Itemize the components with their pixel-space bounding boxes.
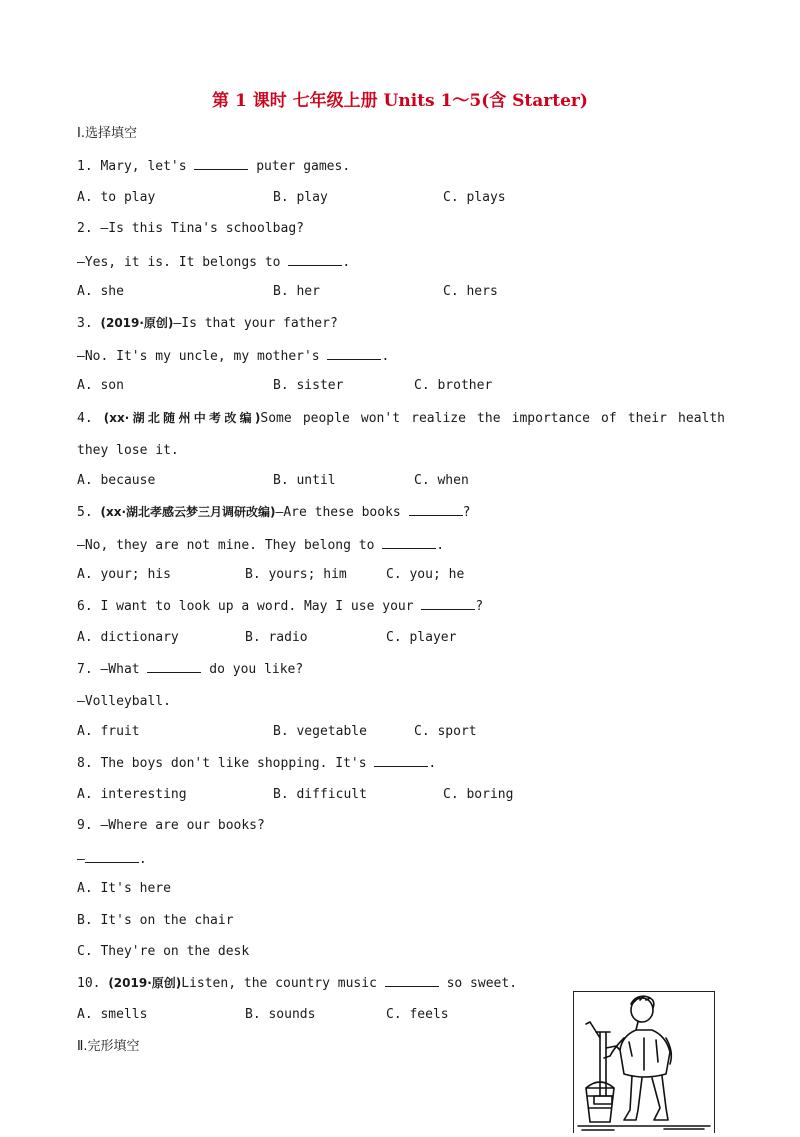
option-a[interactable]: A. your; his [77, 567, 171, 582]
option-c[interactable]: C. you; he [386, 567, 465, 582]
question-7-reply: —Volleyball. [77, 694, 171, 709]
question-6: 6. I want to look up a word. May I use your ? [77, 599, 484, 614]
boy-pump-drawing [574, 992, 714, 1133]
answer-blank[interactable] [382, 536, 436, 549]
boy-at-pump-illustration [573, 991, 715, 1133]
option-a[interactable]: A. interesting [77, 787, 187, 802]
source-tag: (xx·湖北孝感云梦三月调研改编) [100, 505, 276, 519]
answer-blank[interactable] [421, 597, 475, 610]
question-3: 3. (2019·原创)—Is that your father? [77, 316, 338, 331]
answer-blank[interactable] [409, 503, 463, 516]
option-c[interactable]: C. sport [414, 724, 477, 739]
section-heading-choice: Ⅰ.选择填空 [77, 126, 137, 141]
option-b[interactable]: B. her [273, 284, 320, 299]
source-tag: (2019·原创) [108, 976, 182, 990]
option-b[interactable]: B. play [273, 190, 328, 205]
question-4-cont: they lose it. [77, 443, 179, 458]
question-2: 2. —Is this Tina's schoolbag? [77, 221, 304, 236]
option-b[interactable]: B. vegetable [273, 724, 367, 739]
answer-blank[interactable] [374, 754, 428, 767]
question-9-reply: — . [77, 852, 147, 867]
question-2-reply: —Yes, it is. It belongs to . [77, 255, 351, 270]
question-10: 10. (2019·原创)Listen, the country music so sweet. [77, 976, 518, 991]
page-title: 第 1 课时 七年级上册 Units 1～5(含 Starter) [212, 91, 588, 111]
question-5-reply: —No, they are not mine. They belong to . [77, 538, 445, 553]
answer-blank[interactable] [288, 253, 342, 266]
option-c[interactable]: C. when [414, 473, 469, 488]
option-b[interactable]: B. difficult [273, 787, 367, 802]
option-c[interactable]: C. boring [443, 787, 514, 802]
option-c[interactable]: C. hers [443, 284, 498, 299]
option-b[interactable]: B. It's on the chair [77, 913, 234, 928]
question-5: 5. (xx·湖北孝感云梦三月调研改编)—Are these books ? [77, 505, 471, 520]
option-c[interactable]: C. plays [443, 190, 506, 205]
question-3-reply: —No. It's my uncle, my mother's . [77, 349, 390, 364]
option-c[interactable]: C. player [386, 630, 457, 645]
answer-blank[interactable] [327, 347, 381, 360]
section-heading-cloze: Ⅱ.完形填空 [77, 1039, 140, 1054]
option-b[interactable]: B. yours; him [245, 567, 347, 582]
source-tag: (2019·原创) [100, 316, 174, 330]
option-a[interactable]: A. dictionary [77, 630, 179, 645]
option-c[interactable]: C. brother [414, 378, 493, 393]
answer-blank[interactable] [85, 850, 139, 863]
option-b[interactable]: B. sounds [245, 1007, 316, 1022]
option-a[interactable]: A. to play [77, 190, 156, 205]
option-b[interactable]: B. until [273, 473, 336, 488]
source-tag: (xx·湖北随州中考改编) [103, 411, 261, 425]
option-c[interactable]: C. feels [386, 1007, 449, 1022]
option-a[interactable]: A. fruit [77, 724, 140, 739]
option-a[interactable]: A. son [77, 378, 124, 393]
option-a[interactable]: A. because [77, 473, 156, 488]
answer-blank[interactable] [194, 157, 248, 170]
question-4: 4. (xx·湖北随州中考改编)Some people won't realize the importance of their health [77, 411, 726, 426]
option-b[interactable]: B. radio [245, 630, 308, 645]
option-b[interactable]: B. sister [273, 378, 344, 393]
option-a[interactable]: A. It's here [77, 881, 171, 896]
question-9: 9. —Where are our books? [77, 818, 265, 833]
answer-blank[interactable] [385, 974, 439, 987]
question-7: 7. —What do you like? [77, 662, 304, 677]
question-8: 8. The boys don't like shopping. It's . [77, 756, 437, 771]
option-a[interactable]: A. smells [77, 1007, 148, 1022]
answer-blank[interactable] [147, 660, 201, 673]
option-c[interactable]: C. They're on the desk [77, 944, 250, 959]
option-a[interactable]: A. she [77, 284, 124, 299]
question-1: 1. Mary, let's puter games. [77, 159, 351, 174]
